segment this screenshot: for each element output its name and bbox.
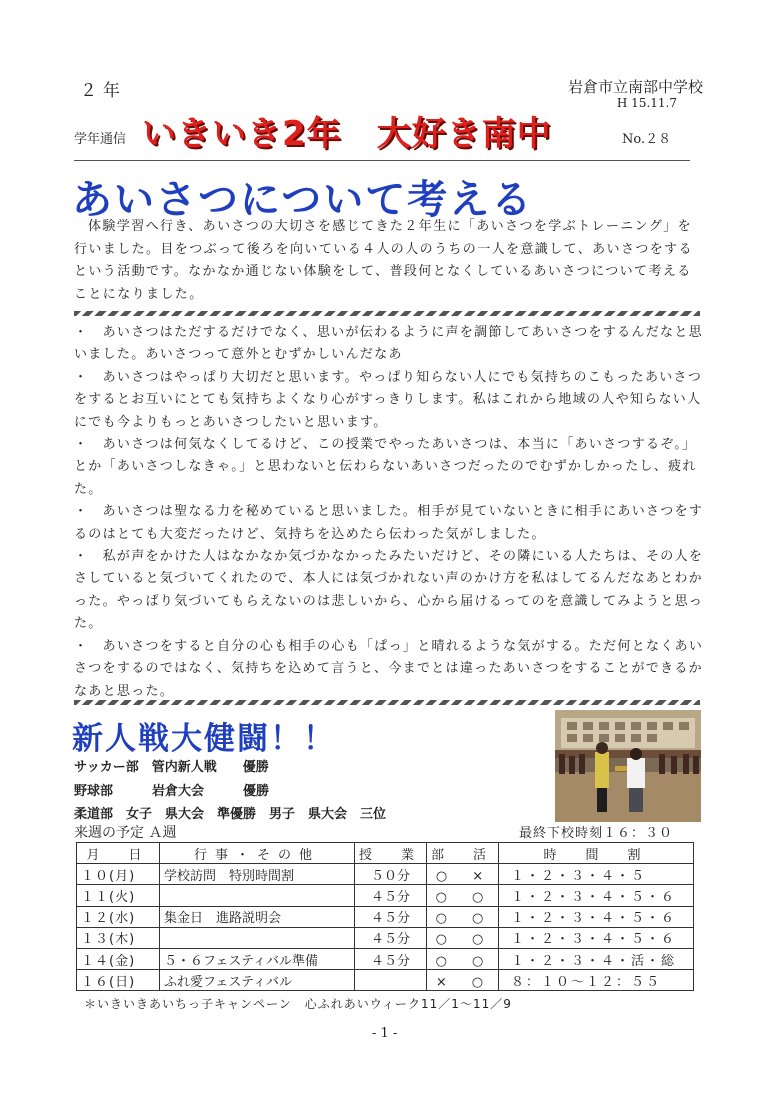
table-cell: １４(金) <box>77 948 160 969</box>
comment-item: ・ あいさつをすると自分の心も相手の心も「ぱっ」と晴れるような気がする。ただ何となくあいさつをするのではなく、気持ちを込めて言うと、今までとは違ったあいさつをすることができるかなあと思った。 <box>74 638 704 699</box>
table-cell: １０(月) <box>77 864 160 885</box>
column-header: 授 業 <box>355 843 427 864</box>
table-cell: １・２・３・４・５・６ <box>499 906 694 927</box>
schedule-table <box>76 842 694 991</box>
comment-list <box>74 322 704 703</box>
header-divider <box>74 160 690 161</box>
column-header: 時 間 割 <box>499 843 694 864</box>
table-cell: １・２・３・４・５・６ <box>499 927 694 948</box>
table-cell: １１(火) <box>77 885 160 906</box>
sports-title: 新人戦大健闘！！ <box>72 721 336 757</box>
comment-item: ・ あいさつは何気なくしてるけど、この授業でやったあいさつは、本当に「あいさつするぞ。」とか「あいさつしなきゃ。」と思わないと伝わらないあいさつだったのでむずかしかったし、疲れた。 <box>74 437 697 497</box>
schedule-title: 来週の予定 Ａ週 <box>74 825 177 841</box>
club-result: 柔道部 女子 県大会 準優勝 男子 県大会 三位 <box>74 807 387 822</box>
table-cell: ４５分 <box>355 927 427 948</box>
table-cell: １・２・３・４・活・総 <box>499 948 694 969</box>
table-row <box>77 906 694 927</box>
column-header: 部 活 <box>427 843 499 864</box>
table-cell <box>160 885 355 906</box>
column-header: 行事・その他 <box>160 843 355 864</box>
table-row <box>77 970 694 991</box>
column-header: 月 日 <box>77 843 160 864</box>
comment-item: ・ あいさつはただするだけでなく、思いが伝わるように声を調節してあいさつをするんだなと思いました。あいさつって意外とむずかしいんだなあ <box>74 325 703 363</box>
table-cell: ○ × <box>427 864 499 885</box>
table-cell: ５・６フェスティバル準備 <box>160 948 355 969</box>
table-cell: 学校訪問 特別時間割 <box>160 864 355 885</box>
table-cell: ふれ愛フェスティバル <box>160 970 355 991</box>
table-cell: ○ ○ <box>427 906 499 927</box>
grade-label: ２年 <box>80 81 126 101</box>
table-row <box>77 927 694 948</box>
masthead-title: いきいき2年 大好き南中 <box>142 114 552 154</box>
award-photo-illustration <box>555 710 701 822</box>
club-result: 野球部 岩倉大会 優勝 <box>74 784 270 799</box>
table-cell: ○ ○ <box>427 948 499 969</box>
table-cell: × ○ <box>427 970 499 991</box>
article-title: あいさつについて考える <box>72 177 534 223</box>
table-cell: １６(日) <box>77 970 160 991</box>
table-cell: ○ ○ <box>427 885 499 906</box>
club-result: サッカー部 管内新人戦 優勝 <box>74 760 269 775</box>
article-intro: 体験学習へ行き、あいさつの大切さを感じてきた２年生に「あいさつを学ぶトレーニング」を行いました。目をつぶって後ろを向いている４人の人のうちの一人を意識して、あいさつをするという活動です。なかなか通じない体験をして、普段何となくしているあいさつについて考えることになりました。 <box>74 219 693 302</box>
table-cell: ４５分 <box>355 885 427 906</box>
award-photo <box>555 710 701 822</box>
issue-number: No.２８ <box>622 132 672 147</box>
table-cell <box>160 927 355 948</box>
comment-item: ・ あいさつはやっぱり大切だと思います。やっぱり知らない人にでも気持ちのこもったあいさつをするとお互いにとても気持ちよくなり心がすっきりします。私はこれから地域の人や知らない人にでも今よりもっとあいさつしたいと思います。 <box>74 369 703 430</box>
issue-date: H 15.11.7 <box>616 96 677 110</box>
table-cell: １・２・３・４・５・６ <box>499 885 694 906</box>
comment-item: ・ あいさつは聖なる力を秘めていると思いました。相手が見ていないときに相手にあいさつをするのはとても大変だったけど、気持ちを込めたら伝わった気がしました。 <box>74 504 704 542</box>
school-name: 岩倉市立南部中学校 <box>567 78 703 96</box>
table-cell: １３(木) <box>77 927 160 948</box>
comment-item: ・ 私が声をかけた人はなかなか気づかなかったみたいだけど、その隣にいる人たちは、その人をさしていると気づいてくれたので、本人には気づかれない声のかけ方を私はしてるんだなあとわかった。やっぱり気づいてもらえないのは悲しいから、心から届けるってのを意識してみようと思った。 <box>74 549 704 632</box>
table-row <box>77 885 694 906</box>
table-cell: ８：１０～１２：５５ <box>499 970 694 991</box>
table-row <box>77 864 694 885</box>
table-cell: ５０分 <box>355 864 427 885</box>
table-cell <box>355 970 427 991</box>
table-header-row <box>77 843 694 864</box>
table-cell: １２(水) <box>77 906 160 927</box>
table-row <box>77 948 694 969</box>
table-cell: 集金日 進路説明会 <box>160 906 355 927</box>
dashed-divider <box>74 700 700 705</box>
dismissal-time: 最終下校時刻１６：３０ <box>518 826 673 841</box>
table-cell: １・２・３・４・５ <box>499 864 694 885</box>
newsletter-label: 学年通信 <box>74 132 127 147</box>
table-cell: ４５分 <box>355 906 427 927</box>
page-number: - 1 - <box>372 1026 398 1041</box>
table-cell: ○ ○ <box>427 927 499 948</box>
table-cell: ４５分 <box>355 948 427 969</box>
dashed-divider <box>74 311 700 316</box>
campaign-footnote: ＊いきいきあいちっ子キャンペーン 心ふれあいウィーク11／1～11／9 <box>84 997 512 1011</box>
